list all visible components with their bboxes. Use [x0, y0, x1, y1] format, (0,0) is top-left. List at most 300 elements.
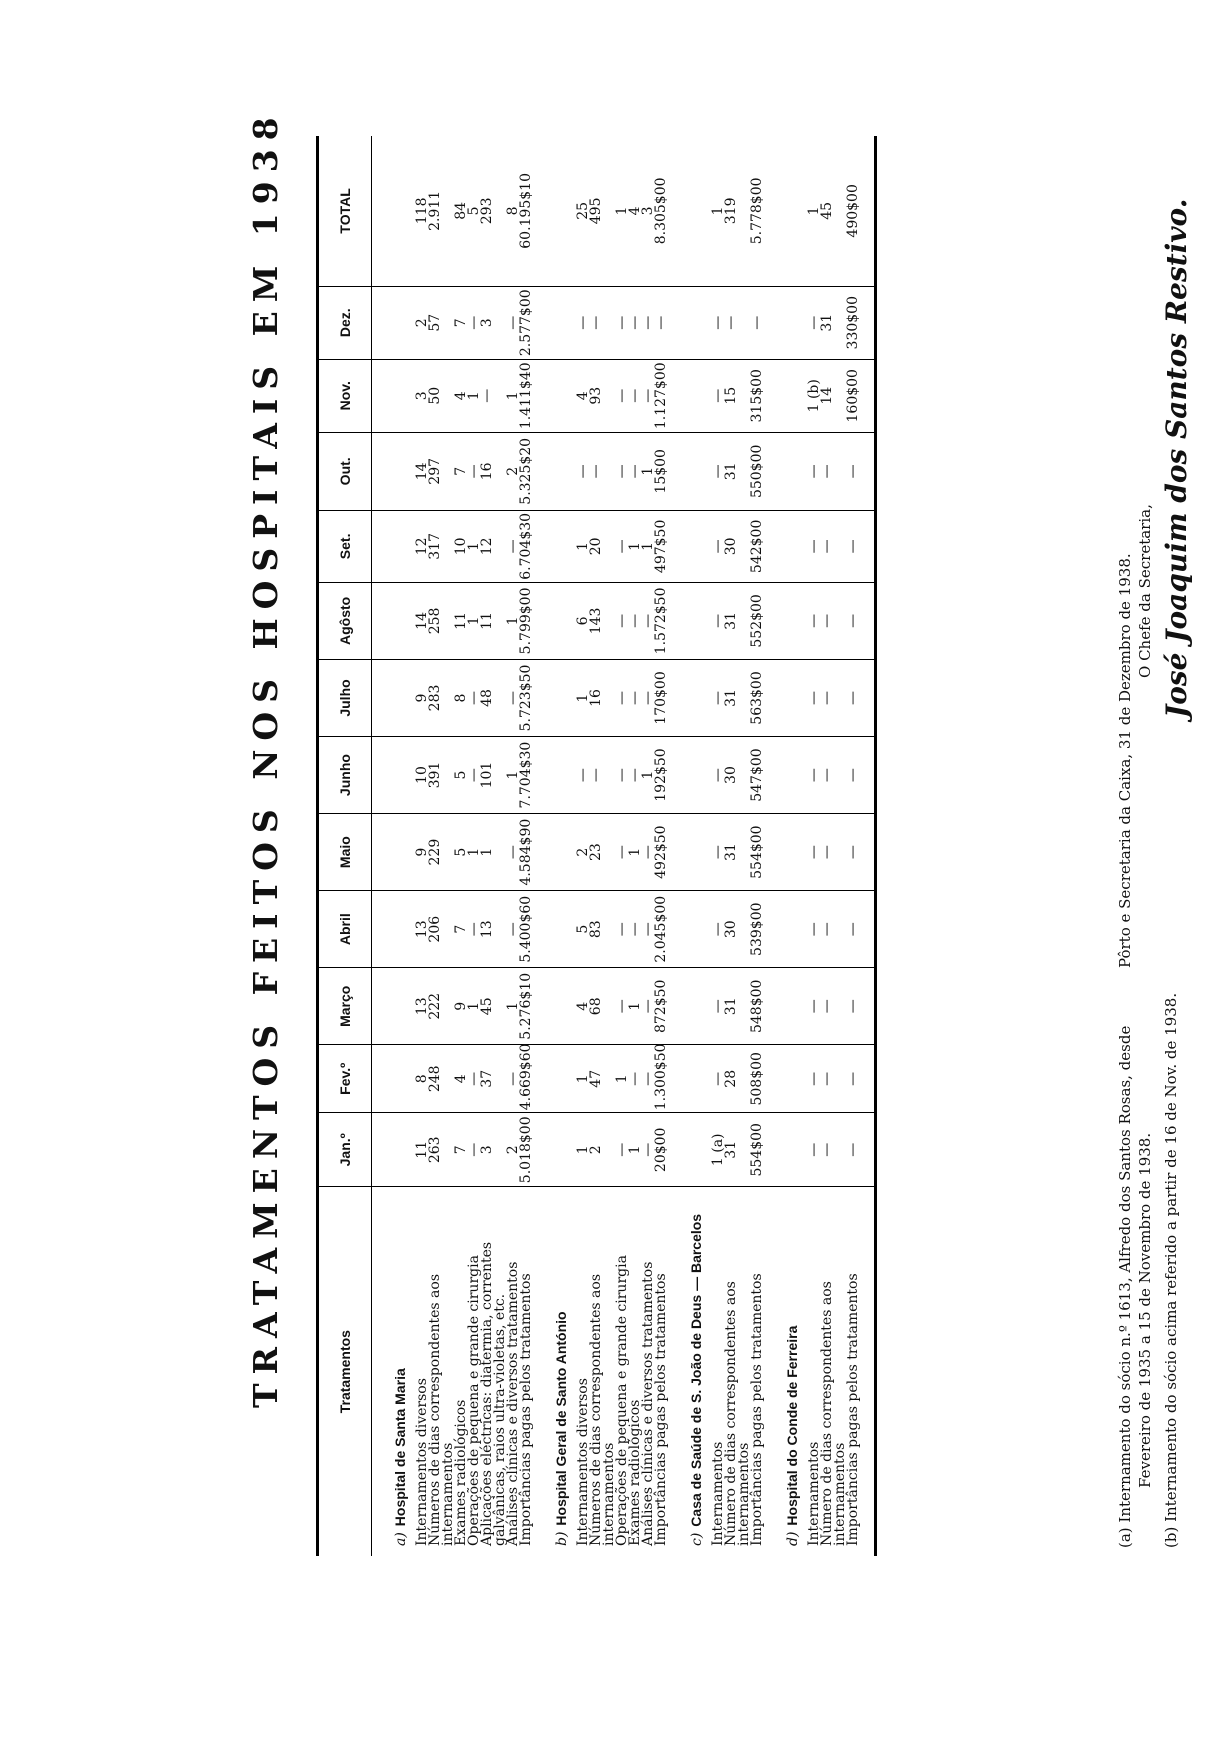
empty-cell — [547, 582, 577, 659]
value-cell: 31 — [725, 659, 751, 736]
empty-cell — [764, 968, 778, 1045]
value-cell: — — [821, 1113, 847, 1187]
value-cell: 11 — [481, 582, 507, 659]
value-cell: — — [712, 359, 725, 432]
value-cell: — — [642, 968, 655, 1045]
value-cell: 1.300$50 — [655, 1045, 668, 1113]
empty-cell — [682, 359, 712, 432]
value-cell: — — [712, 582, 725, 659]
value-cell: — — [847, 1113, 860, 1187]
value-cell: 13 — [481, 891, 507, 968]
value-cell: — — [808, 891, 821, 968]
value-cell: 222 — [429, 968, 455, 1045]
page-title: TRATAMENTOS FEITOS NOS HOSPITAIS EM 1938 — [246, 108, 285, 1408]
value-cell: 11 — [416, 1113, 429, 1187]
value-cell: 206 — [429, 891, 455, 968]
value-cell: 1 — [808, 136, 821, 286]
value-cell: — — [712, 510, 725, 582]
value-cell: 1 — [712, 136, 725, 286]
section-header-row — [547, 136, 577, 1556]
empty-cell — [764, 136, 778, 286]
spacer-row — [372, 136, 387, 1556]
value-cell: 550$00 — [751, 432, 764, 510]
empty-cell — [386, 814, 416, 891]
value-cell: — — [616, 432, 629, 510]
empty-cell — [778, 432, 808, 510]
empty-cell — [860, 737, 876, 814]
empty-cell — [764, 891, 778, 968]
value-cell: — — [821, 1045, 847, 1113]
value-cell: 872$50 — [655, 968, 668, 1045]
empty-cell — [372, 1113, 387, 1187]
value-cell: 297 — [429, 432, 455, 510]
value-cell: 5.778$00 — [751, 136, 764, 286]
value-cell: 508$00 — [751, 1045, 764, 1113]
value-cell: 554$00 — [751, 1113, 764, 1187]
row-label: Internamentos — [806, 1441, 822, 1546]
value-cell: 2 — [507, 1113, 520, 1187]
value-cell: 12 — [416, 510, 429, 582]
empty-cell — [668, 737, 682, 814]
value-cell: — — [847, 582, 860, 659]
value-cell: 31 — [725, 582, 751, 659]
value-cell: 317 — [429, 510, 455, 582]
value-cell: 15$00 — [655, 432, 668, 510]
empty-cell — [860, 432, 876, 510]
value-cell: 5 — [455, 737, 468, 814]
value-cell: — — [577, 286, 590, 359]
empty-cell — [386, 286, 416, 359]
value-cell: — — [821, 659, 847, 736]
empty-cell — [778, 582, 808, 659]
table-body — [372, 136, 876, 1556]
value-cell: 5.276$10 — [520, 968, 533, 1045]
value-cell: — — [642, 1045, 655, 1113]
value-cell: — — [808, 737, 821, 814]
empty-cell — [668, 891, 682, 968]
empty-cell — [764, 814, 778, 891]
row-label: Operações de pequena e grande cirurgia — [614, 1255, 630, 1546]
empty-cell — [668, 510, 682, 582]
section-letter: d) — [785, 1531, 801, 1546]
value-cell: 8.305$00 — [655, 136, 668, 286]
section-header-row — [778, 136, 808, 1556]
column-header: Tratamentos — [318, 1187, 372, 1556]
value-cell: 23 — [590, 814, 616, 891]
value-cell: — — [642, 814, 655, 891]
value-cell: — — [712, 968, 725, 1045]
value-cell: — — [655, 286, 668, 359]
table-row — [655, 136, 668, 1556]
column-header: Nov. — [318, 359, 372, 432]
value-cell: 1 — [577, 1045, 590, 1113]
value-cell: 5.018$00 — [520, 1113, 533, 1187]
column-header: Dez. — [318, 286, 372, 359]
empty-cell — [386, 968, 416, 1045]
value-cell: 548$00 — [751, 968, 764, 1045]
value-cell: — — [507, 1045, 520, 1113]
empty-cell — [372, 582, 387, 659]
value-cell: — — [629, 286, 642, 359]
empty-cell — [764, 1045, 778, 1113]
value-cell: 11 — [455, 582, 468, 659]
value-cell: — — [468, 891, 481, 968]
value-cell: 60.195$10 — [520, 136, 533, 286]
value-cell: — — [821, 737, 847, 814]
value-cell: 248 — [429, 1045, 455, 1113]
empty-cell — [386, 359, 416, 432]
value-cell: 192$50 — [655, 737, 668, 814]
value-cell: 5 — [577, 891, 590, 968]
empty-cell — [372, 432, 387, 510]
empty-cell — [668, 432, 682, 510]
empty-cell — [386, 510, 416, 582]
value-cell: — — [507, 286, 520, 359]
empty-cell — [533, 1045, 547, 1113]
empty-cell — [547, 1045, 577, 1113]
value-cell: 45 — [821, 136, 847, 286]
value-cell: 283 — [429, 659, 455, 736]
empty-cell — [386, 1113, 416, 1187]
column-header: Março — [318, 968, 372, 1045]
spacer-row — [860, 136, 876, 1556]
signature: José Joaquim dos Santos Restivo. — [1160, 198, 1193, 718]
value-cell: — — [808, 1045, 821, 1113]
empty-cell — [778, 659, 808, 736]
value-cell: 1 — [468, 582, 481, 659]
section-name: Casa de Saúde de S. João de Deus — Barcelos — [688, 1213, 704, 1527]
value-cell: — — [616, 737, 629, 814]
empty-cell — [860, 659, 876, 736]
empty-cell — [764, 659, 778, 736]
value-cell: — — [616, 659, 629, 736]
value-cell: 9 — [416, 659, 429, 736]
empty-cell — [682, 814, 712, 891]
empty-cell — [764, 737, 778, 814]
value-cell: 5.723$50 — [520, 659, 533, 736]
value-cell: 37 — [481, 1045, 507, 1113]
value-cell: — — [507, 814, 520, 891]
column-header: Maio — [318, 814, 372, 891]
value-cell: 1 — [577, 659, 590, 736]
value-cell: 7 — [455, 891, 468, 968]
empty-cell — [778, 136, 808, 286]
value-cell: — — [468, 1113, 481, 1187]
value-cell: — — [642, 659, 655, 736]
value-cell: 497$50 — [655, 510, 668, 582]
value-cell: 118 — [416, 136, 429, 286]
empty-cell — [533, 1187, 547, 1556]
value-cell: 4 — [577, 359, 590, 432]
row-label: Análises clínicas e diversos tratamentos — [640, 1261, 656, 1546]
column-header: Junho — [318, 737, 372, 814]
empty-cell — [668, 814, 682, 891]
value-cell: 1 — [577, 1113, 590, 1187]
value-cell: — — [616, 510, 629, 582]
value-cell: 1 (a) — [712, 1113, 725, 1187]
empty-cell — [778, 286, 808, 359]
value-cell: — — [847, 891, 860, 968]
empty-cell — [682, 659, 712, 736]
section-name: Hospital do Conde de Ferreira — [784, 1325, 800, 1526]
row-label: Importâncias pagas pelos tratamentos — [518, 1273, 534, 1546]
empty-cell — [547, 432, 577, 510]
value-cell: — — [590, 737, 616, 814]
empty-cell — [547, 737, 577, 814]
value-cell: — — [629, 737, 642, 814]
value-cell: 5 — [468, 136, 481, 286]
value-cell: 3 — [642, 136, 655, 286]
value-cell: 319 — [725, 136, 751, 286]
empty-cell — [547, 359, 577, 432]
row-label: Internamentos — [710, 1441, 726, 1546]
value-cell: 547$00 — [751, 737, 764, 814]
value-cell: — — [847, 814, 860, 891]
empty-cell — [533, 510, 547, 582]
column-header: Abril — [318, 891, 372, 968]
row-label: Números de dias correspondentes aos internamentos — [588, 1273, 617, 1546]
column-header: TOTAL — [318, 136, 372, 286]
value-cell: 391 — [429, 737, 455, 814]
empty-cell — [547, 286, 577, 359]
value-cell: 31 — [725, 1113, 751, 1187]
value-cell: 1 — [629, 1113, 642, 1187]
value-cell: — — [821, 968, 847, 1045]
value-cell: 7 — [455, 1113, 468, 1187]
section-title — [682, 1187, 712, 1556]
column-header: Jan.º — [318, 1113, 372, 1187]
section-header-row — [682, 136, 712, 1556]
table-row — [616, 136, 629, 1556]
header-row — [318, 136, 372, 1556]
section-letter: a) — [393, 1532, 409, 1546]
value-cell: 57 — [429, 286, 455, 359]
row-label: Operações de pequena e grande cirurgia — [466, 1255, 482, 1546]
value-cell: 554$00 — [751, 814, 764, 891]
row-label: Número de dias correspondentes aos internamentos — [819, 1281, 848, 1546]
empty-cell — [533, 359, 547, 432]
value-cell: — — [821, 432, 847, 510]
value-cell: 1 — [507, 359, 520, 432]
value-cell: 552$00 — [751, 582, 764, 659]
empty-cell — [860, 1045, 876, 1113]
row-label: Importâncias pagas pelos tratamentos — [845, 1273, 861, 1546]
value-cell: 1 — [507, 582, 520, 659]
empty-cell — [860, 582, 876, 659]
value-cell: 258 — [429, 582, 455, 659]
value-cell: — — [847, 659, 860, 736]
value-cell: 1 — [507, 968, 520, 1045]
value-cell: — — [616, 582, 629, 659]
empty-cell — [533, 737, 547, 814]
empty-cell — [778, 359, 808, 432]
value-cell: 68 — [590, 968, 616, 1045]
table-row — [847, 136, 860, 1556]
empty-cell — [764, 1113, 778, 1187]
empty-cell — [682, 432, 712, 510]
empty-cell — [386, 582, 416, 659]
value-cell: — — [642, 359, 655, 432]
empty-cell — [386, 136, 416, 286]
empty-cell — [547, 136, 577, 286]
value-cell: 9 — [416, 814, 429, 891]
value-cell: — — [616, 814, 629, 891]
value-cell: 1 — [629, 968, 642, 1045]
value-cell: 2 — [416, 286, 429, 359]
value-cell: 16 — [481, 432, 507, 510]
value-cell: 9 — [455, 968, 468, 1045]
value-cell: 1 — [616, 1045, 629, 1113]
empty-cell — [682, 737, 712, 814]
value-cell: 5.400$60 — [520, 891, 533, 968]
empty-cell — [386, 737, 416, 814]
value-cell: 7.704$30 — [520, 737, 533, 814]
value-cell: 1 — [468, 359, 481, 432]
value-cell: — — [751, 286, 764, 359]
empty-cell — [372, 1045, 387, 1113]
row-label: Importâncias pagas pelos tratamentos — [749, 1273, 765, 1546]
value-cell: 10 — [416, 737, 429, 814]
value-cell: 101 — [481, 737, 507, 814]
value-cell: — — [642, 1113, 655, 1187]
row-label: Internamentos diversos — [414, 1378, 430, 1546]
value-cell: 3 — [416, 359, 429, 432]
value-cell: — — [616, 286, 629, 359]
empty-cell — [372, 814, 387, 891]
value-cell: — — [808, 582, 821, 659]
value-cell: — — [629, 659, 642, 736]
treatments-table — [316, 136, 877, 1556]
value-cell: 14 — [821, 359, 847, 432]
value-cell: — — [590, 286, 616, 359]
value-cell: 7 — [455, 286, 468, 359]
empty-cell — [764, 1187, 778, 1556]
empty-cell — [372, 1187, 387, 1556]
value-cell: — — [616, 1113, 629, 1187]
table-row — [520, 136, 533, 1556]
value-cell: — — [808, 432, 821, 510]
value-cell: 20 — [590, 510, 616, 582]
empty-cell — [533, 1113, 547, 1187]
value-cell: — — [642, 891, 655, 968]
empty-cell — [372, 968, 387, 1045]
section-letter: b) — [554, 1531, 570, 1546]
value-cell: 10 — [455, 510, 468, 582]
empty-cell — [778, 510, 808, 582]
value-cell: 31 — [725, 432, 751, 510]
empty-cell — [386, 432, 416, 510]
section-letter: c) — [689, 1532, 705, 1546]
value-cell: — — [808, 286, 821, 359]
empty-cell — [668, 136, 682, 286]
value-cell: 45 — [481, 968, 507, 1045]
value-cell: 4 — [577, 968, 590, 1045]
empty-cell — [533, 891, 547, 968]
value-cell: 8 — [416, 1045, 429, 1113]
value-cell: 160$00 — [847, 359, 860, 432]
empty-cell — [860, 510, 876, 582]
value-cell: — — [821, 814, 847, 891]
value-cell: 6 — [577, 582, 590, 659]
value-cell: — — [808, 968, 821, 1045]
empty-cell — [764, 510, 778, 582]
value-cell: 495 — [590, 136, 616, 286]
empty-cell — [778, 737, 808, 814]
value-cell: — — [468, 432, 481, 510]
value-cell: — — [590, 432, 616, 510]
value-cell: — — [847, 968, 860, 1045]
value-cell: — — [507, 659, 520, 736]
value-cell: — — [629, 1045, 642, 1113]
value-cell: — — [847, 1045, 860, 1113]
value-cell: 1.411$40 — [520, 359, 533, 432]
value-cell: — — [629, 582, 642, 659]
value-cell: 263 — [429, 1113, 455, 1187]
value-cell: 1 — [629, 510, 642, 582]
value-cell: — — [712, 737, 725, 814]
spacer-row — [533, 136, 547, 1556]
empty-cell — [547, 510, 577, 582]
table-row — [821, 136, 847, 1556]
value-cell: 48 — [481, 659, 507, 736]
section-title — [547, 1187, 577, 1556]
value-cell: — — [507, 510, 520, 582]
column-header: Julho — [318, 659, 372, 736]
value-cell: 7 — [455, 432, 468, 510]
value-cell: 25 — [577, 136, 590, 286]
value-cell: 15 — [725, 359, 751, 432]
value-cell: 4 — [455, 1045, 468, 1113]
value-cell: 490$00 — [847, 136, 860, 286]
value-cell: — — [808, 1113, 821, 1187]
empty-cell — [533, 582, 547, 659]
empty-cell — [372, 136, 387, 286]
value-cell: 2 — [590, 1113, 616, 1187]
empty-cell — [764, 432, 778, 510]
empty-cell — [764, 582, 778, 659]
row-label: Importâncias pagas pelos tratamentos — [653, 1273, 669, 1546]
value-cell: — — [808, 659, 821, 736]
empty-cell — [682, 510, 712, 582]
value-cell: 293 — [481, 136, 507, 286]
value-cell: — — [821, 510, 847, 582]
column-header: Out. — [318, 432, 372, 510]
empty-cell — [860, 136, 876, 286]
value-cell: 1 — [507, 737, 520, 814]
value-cell: 5.325$20 — [520, 432, 533, 510]
empty-cell — [778, 1045, 808, 1113]
value-cell: — — [712, 432, 725, 510]
empty-cell — [668, 1187, 682, 1556]
value-cell: 1 (b) — [808, 359, 821, 432]
footnote-b: (b) Internamento do sócio acima referido a partir de 16 de Nov. de 1938. — [1162, 992, 1180, 1548]
value-cell: — — [481, 359, 507, 432]
row-label: Exames radiológicos — [627, 1399, 643, 1546]
table-row — [481, 136, 507, 1556]
value-cell: 93 — [590, 359, 616, 432]
empty-cell — [860, 1113, 876, 1187]
value-cell: 2.045$00 — [655, 891, 668, 968]
empty-cell — [682, 1113, 712, 1187]
empty-cell — [547, 814, 577, 891]
row-label: Aplicações eléctricas: diatermia, correntes galvânicas, raios ultra-violetas, etc. — [479, 1241, 508, 1546]
row-label: Internamentos diversos — [575, 1378, 591, 1546]
value-cell: — — [712, 286, 725, 359]
value-cell: 1 — [468, 814, 481, 891]
empty-cell — [533, 814, 547, 891]
value-cell: 30 — [725, 737, 751, 814]
value-cell: — — [468, 737, 481, 814]
